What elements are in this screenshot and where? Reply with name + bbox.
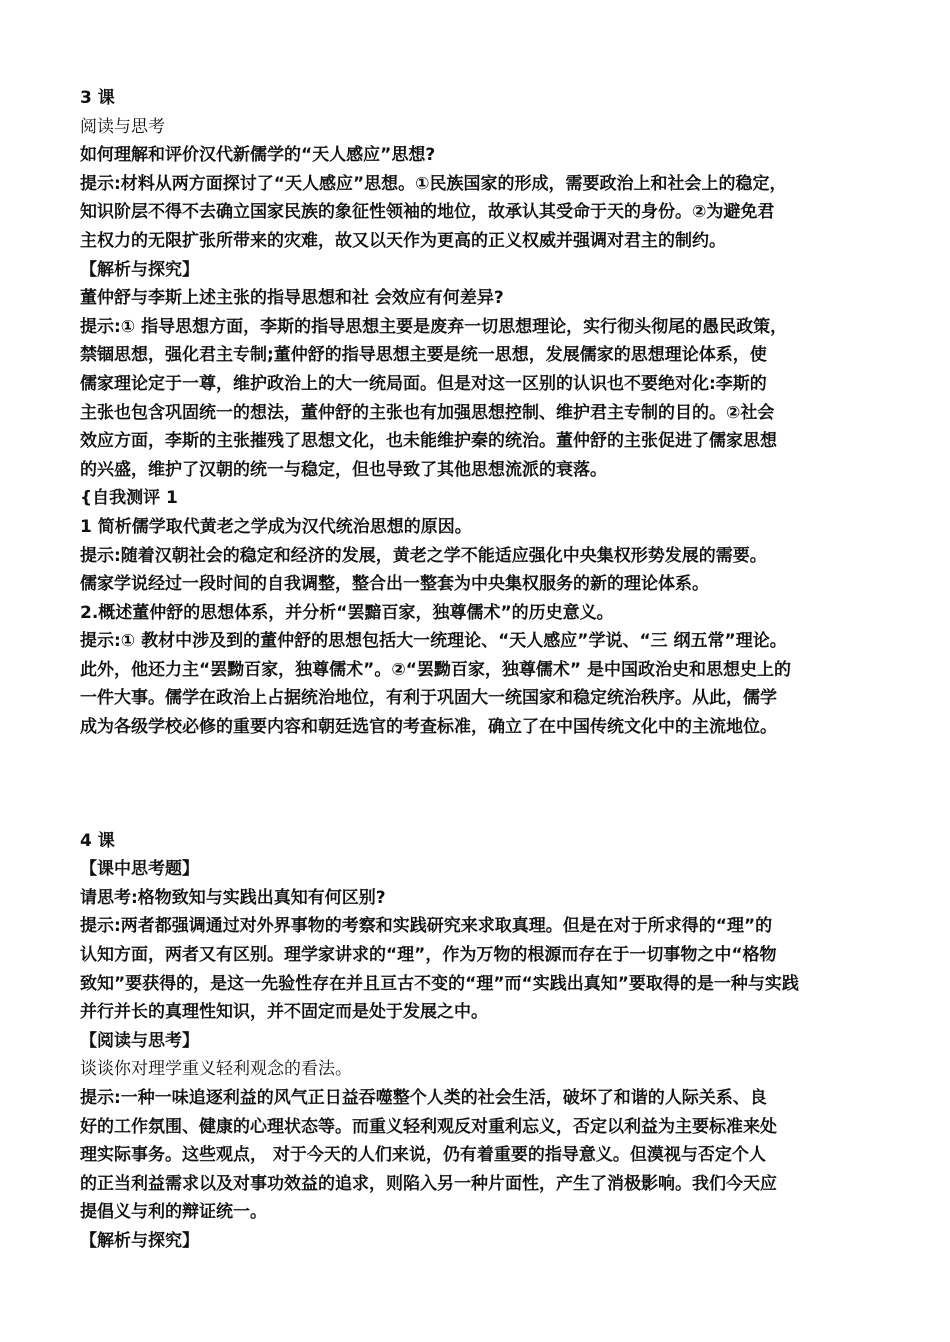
hint-paragraph-line: 的正当利益需求以及对事功效益的追求，则陷入另一种片面性，产生了消极影响。我们今天应 [80,1173,777,1194]
hint-paragraph-line: 的兴盛，维护了汉朝的统一与稳定，但也导致了其他思想流派的衰落。 [80,459,607,480]
hint-paragraph-line: 提示:随着汉朝社会的稳定和经济的发展，黄老之学不能适应强化中央集权形势发展的需要。 [80,545,767,566]
question-text: 董仲舒与李斯上述主张的指导思想和社 会效应有何差异? [80,288,504,309]
hint-paragraph-line: 主权力的无限扩张所带来的灾难，故又以天作为更高的正义权威并强调对君主的制约。 [80,230,726,251]
lesson-4-section [80,827,892,1256]
hint-paragraph-line: 提示:① 教材中涉及到的董仲舒的思想包括大一统理论、“天人感应”学说、“三 纲五常”理论。 [80,631,787,652]
question-text: 1 简析儒学取代黄老之学成为汉代统治思想的原因。 [80,516,472,537]
hint-paragraph-line: 主张也包含巩固统一的想法，董仲舒的主张也有加强思想控制、维护君主专制的目的。②社会 [80,402,775,423]
section-label: 【阅读与思考】 [80,1030,199,1051]
hint-paragraph-line: 儒家理论定于一尊，维护政治上的大一统局面。但是对这一区别的认识也不要绝对化:李斯的 [80,373,767,394]
hint-paragraph-line: 理实际事务。这些观点， 对于今天的人们来说，仍有着重要的指导意义。但漠视与否定个人 [80,1145,766,1166]
section-label: {自我测评 1 [80,488,178,509]
hint-paragraph-line: 此外，他还力主“罢黝百家，独尊儒术”。②“罢黝百家，独尊儒术” 是中国政治史和思想史上的 [80,659,792,680]
hint-paragraph-line: 提示:一种一味追逐利益的风气正日益吞噬整个人类的社会生活，破坏了和谐的人际关系、良 [80,1088,767,1108]
hint-paragraph-line: 提示:① 指导思想方面，李斯的指导思想主要是废弃一切思想理论，实行彻头彻尾的愚民政策， [80,316,788,337]
hint-paragraph-line: 提示:材料从两方面探讨了“天人感应”思想。①民族国家的形成，需要政治上和社会上的稳定， [80,173,787,194]
hint-paragraph-line: 禁锢思想，强化君主专制;董仲舒的指导思想主要是统一思想，发展儒家的思想理论体系，使 [80,345,767,366]
lesson-3-heading: 3 课 [80,88,115,108]
question-text: 2.概述董仲舒的思想体系，并分析“罢黯百家，独尊儒术”的历史意义。 [80,602,614,623]
document-page [80,84,892,1256]
section-label: 阅读与思考 [80,116,165,137]
hint-paragraph-line: 提示:两者都强调通过对外界事物的考察和实践研究来求取真理。但是在对于所求得的“理”的 [80,916,773,937]
hint-paragraph-line: 成为各级学校必修的重要内容和朝廷选官的考查标准，确立了在中国传统文化中的主流地位。 [80,717,777,738]
hint-paragraph-line: 儒家学说经过一段时间的自我调整，整合出一整套为中央集权服务的新的理论体系。 [80,574,709,595]
question-text: 请思考:格物致知与实践出真知有何区别? [80,887,386,908]
hint-paragraph-line: 一件大事。儒学在政治上占据统治地位，有利于巩固大一统国家和稳定统治秩序。从此，儒学 [80,688,777,709]
lesson-4-heading: 4 课 [80,830,115,851]
section-label: 【解析与探究】 [80,259,199,280]
hint-paragraph-line: 好的工作氛围、健康的心理状态等。而重义轻利观反对重利忘义，否定以利益为主要标准来处 [80,1116,777,1137]
hint-paragraph-line: 知识阶层不得不去确立国家民族的象征性领袖的地位，故承认其受命于天的身份。②为避免君 [80,202,775,223]
question-text: 谈谈你对理学重义轻利观念的看法。 [80,1059,352,1080]
hint-paragraph-line: 并行并长的真理性知识，并不固定而是处于发展之中。 [80,1002,488,1023]
question-text: 如何理解和评价汉代新儒学的“天人感应”思想? [80,145,436,166]
hint-paragraph-line: 效应方面，李斯的主张摧残了思想文化，也未能维护秦的统治。董仲舒的主张促进了儒家思想 [80,431,777,452]
lesson-3-section [80,84,892,742]
hint-paragraph-line: 认知方面，两者又有区别。理学家讲求的“理”，作为万物的根源而存在于一切事物之中“格物 [80,945,777,966]
hint-paragraph-line: 致知”要获得的，是这一先验性存在并且亘古不变的“理”而“实践出真知”要取得的是一种与实践 [80,973,799,994]
hint-paragraph-line: 提倡义与利的辩证统一。 [80,1202,267,1223]
section-label: 【解析与探究】 [80,1230,199,1251]
section-label: 【课中思考题】 [80,859,199,880]
section-spacer [80,742,892,827]
